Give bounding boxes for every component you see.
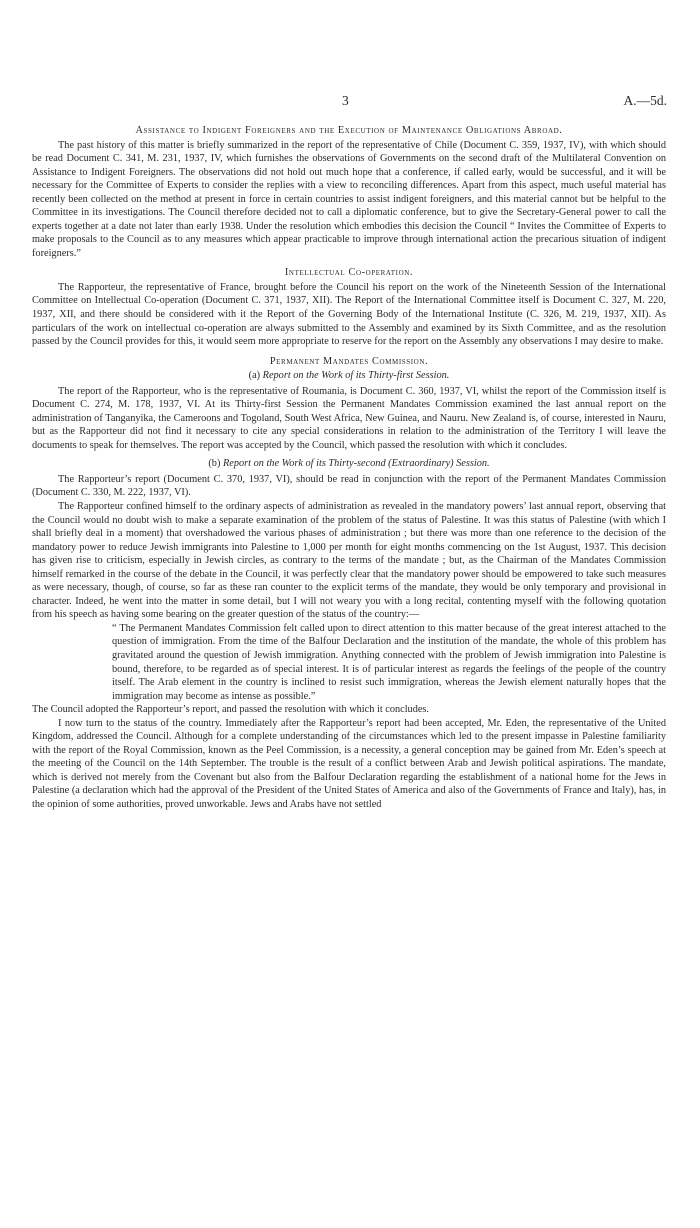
- section-heading-indigent-foreigners: Assistance to Indigent Foreigners and the Execution of Maintenance Obligations Abroad.: [135, 125, 563, 136]
- section-heading-intellectual-cooperation: Intellectual Co-operation.: [284, 267, 414, 279]
- subsection-title: Report on the Work of its Thirty-second (Extraordinary) Session.: [222, 458, 490, 470]
- paragraph: The Rapporteur, the representative of France, brought before the Council his report on the work of the Nineteenth Session of the International Committee on Intellectual Co-operation (Document C. 371, 1937, XII). The Report of the International Committee itself is Document C. 327, M. 220, 1937, XII, and there should be considered with it the Report of the Governing Body of the International Institute (C. 326, M. 219, 1937, XII). As particulars of the work on intellectual co-operation are always submitted to the Assembly and examined by its Sixth Committee, and as the resolution passed by the Council provides for this, it would seem more appropriate to reserve for the report on the Assembly any observations I may desire to make.: [32, 281, 666, 348]
- paragraph: I now turn to the status of the country. Immediately after the Rapporteur’s report had been accepted, Mr. Eden, the representative of the United Kingdom, addressed the Council. Although for a complete understanding of the circumstances which led to the present impasse in Palestine familiarity with the report of the Royal Commission, known as the Peel Commission, is a necessity, a general conception may be gained from Mr. Eden’s speech at the meeting of the Council on the 14th September. The trouble is the result of a conflict between Arab and Jewish political aspirations. The mandate, which is derived not merely from the Covenant but also from the Balfour Declaration regarding the establishment of a national home for the Jews in Palestine (a declaration which had the approval of the President of the United States of America and also of the Governments of France and Italy), has, in the opinion of some authorities, proved unworkable. Jews and Arabs have not settled: [32, 717, 666, 811]
- quote-text: “ The Permanent Mandates Commission felt called upon to direct attention to this matter because of the great interest attached to the question of immigration. From the time of the Balfour Declaration and the institution of the mandate, the whole of this problem has gravitated around the question of Jewish immigration. Anything connected with the problem of Jewish immigration into Palestine is bound, therefore, to be regarded as of special interest. It is of particular interest as regards the feelings of the people of the country itself. The Arab element in the country is inclined to resist such immigration, whereas the Jewish element naturally hopes that the immigration may become as intense as possible.”: [112, 622, 666, 702]
- subsection-heading-a: [32, 369, 666, 383]
- paragraph: The Rapporteur’s report (Document C. 370, 1937, VI), should be read in conjunction with the report of the Permanent Mandates Commission (Document C. 330, M. 222, 1937, VI).: [32, 473, 666, 499]
- subsection-label: (a): [248, 370, 261, 382]
- paragraph: The report of the Rapporteur, who is the representative of Roumania, is Document C. 360, 1937, VI, whilst the report of the Commission itself is Document C. 274, M. 178, 1937, VI. At its Thirty-first Session the Permanent Mandates Commission examined the last annual report on the administration of Tanganyika, the Cameroons and Togoland, South West Africa, New Guinea, and Nauru. New Zealand is, of course, interested in Nauru, but as the Rapporteur did not find it necessary to cite any special considerations in relation to the administration of the Territory I will leave the documents to speak for themselves. The report was accepted by the Council, which passed the resolution with which it concludes.: [32, 385, 666, 451]
- paragraph: The past history of this matter is briefly summarized in the report of the representative of Chile (Document C. 359, 1937, IV), with which should be read Document C. 341, M. 231, 1937, IV, which furnishes the observations of Governments on the second draft of the Multilateral Convention on Assistance to Indigent Foreigners. The observations did not hold out much hope that a conference, if called early, would be successful, and it will be necessary for the Committee of Experts to consider the replies with a view to reconciling differences. Apart from this aspect, much useful material has recently been collected on the method at present in force in certain countries to assist indigent foreigners, and this material cannot but be helpful to the Committee in its investigations. The Council therefore decided not to call a diplomatic conference, but to give the Secretary-General power to call the experts together at a date not later than early 1938. Under the resolution which embodies this decision the Council “ Invites the Committee of Experts to make proposals to the Council as to any measures which appear practicable to improve through international action the precarious situation of indigent foreigners.”: [32, 139, 666, 259]
- subsection-title: Report on the Work of its Thirty-first Session.: [262, 370, 450, 382]
- section-heading-mandates-commission: Permanent Mandates Commission.: [269, 355, 429, 367]
- subsection-heading-b: [32, 457, 666, 471]
- paragraph: The Council adopted the Rapporteur’s report, and passed the resolution with which it concludes.: [32, 704, 430, 716]
- page-number: 3: [342, 93, 349, 108]
- subsection-label: (b): [208, 458, 221, 470]
- document-body: [32, 124, 666, 812]
- block-quote: [112, 622, 666, 703]
- document-reference: A.—5d.: [623, 93, 667, 108]
- paragraph: The Rapporteur confined himself to the ordinary aspects of administration as revealed in the mandatory powers’ last annual report, observing that the Council would no doubt wish to make a separate examination of the problem of the status of Palestine. It was this status of Palestine (with which I shall briefly deal in a moment) that overshadowed the various phases of administration ; but there was more than one reference to the decision of the mandatory power to reduce Jewish immigrants into Palestine to 1,000 per month for eight months commencing on the 1st August, 1937. This decision has given rise to criticism, especially in Jewish circles, as contrary to the terms of the mandate ; but, as the Chairman of the Mandates Commission himself remarked in the course of the debate in the Council, it was perfectly clear that the mandatory power should be empowered to take such measures as were necessary, though, of course, so far as these ran counter to the explicit terms of the mandate, they would be only temporary and provisional in character. Indeed, he went into the matter in some detail, but I will not weary you with a long recital, contenting myself with the following quotation from his speech as having some bearing on the greater question of the status of the country:—: [32, 500, 666, 621]
